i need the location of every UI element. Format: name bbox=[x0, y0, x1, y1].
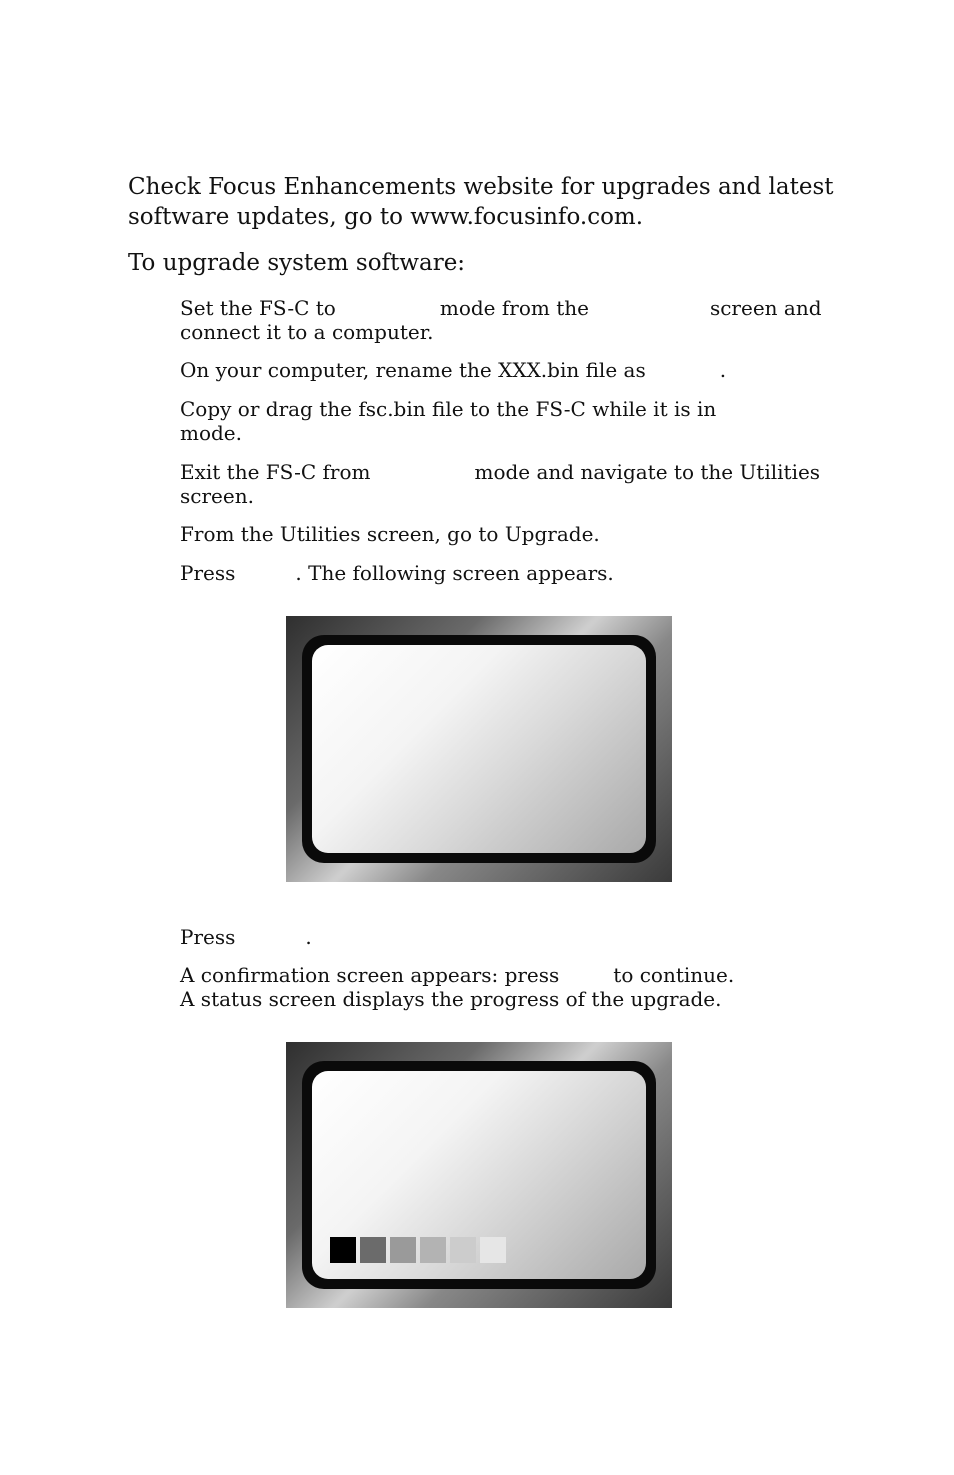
step-3-text-b: mode. bbox=[180, 421, 243, 445]
screen-bezel bbox=[302, 635, 656, 863]
upgrade-progress-bar bbox=[330, 1237, 506, 1263]
intro-line-1: Check Focus Enhancements website for upgrades and latest bbox=[128, 174, 834, 200]
step-8 bbox=[180, 963, 850, 1011]
screen-display bbox=[312, 645, 646, 853]
step-2-text-b: . bbox=[719, 358, 727, 382]
step-5-text-a: From the Utilities screen, go to Upgrade. bbox=[180, 522, 600, 546]
step-6 bbox=[180, 561, 850, 585]
step-4-text-c: screen. bbox=[180, 484, 254, 508]
progress-block bbox=[330, 1237, 356, 1263]
intro-line-2: software updates, go to www.focusinfo.com. bbox=[128, 204, 644, 230]
step-6-text-b: . The following screen appears. bbox=[295, 561, 614, 585]
upgrade-status-screen-image bbox=[286, 1042, 672, 1308]
step-3-text-a: Copy or drag the fsc.bin file to the FS-C while it is in bbox=[180, 397, 717, 421]
step-3 bbox=[180, 397, 850, 445]
step-1-text-a: Set the FS-C to bbox=[180, 296, 336, 320]
intro-paragraph bbox=[128, 172, 848, 232]
device-screen-image bbox=[286, 616, 672, 882]
step-8-text-b: to continue. bbox=[613, 963, 735, 987]
step-1 bbox=[180, 296, 850, 344]
step-4-text-a: Exit the FS-C from bbox=[180, 460, 371, 484]
step-7-text-a: Press bbox=[180, 925, 236, 949]
progress-block bbox=[360, 1237, 386, 1263]
step-7-text-b: . bbox=[305, 925, 312, 949]
progress-block bbox=[480, 1237, 506, 1263]
step-8-text-a: A confirmation screen appears: press bbox=[180, 963, 560, 987]
progress-block bbox=[390, 1237, 416, 1263]
step-4-text-b: mode and navigate to the Utilities bbox=[474, 460, 821, 484]
procedure-lead: To upgrade system software: bbox=[128, 250, 466, 276]
step-7 bbox=[180, 925, 850, 949]
step-8-text-c: A status screen displays the progress of the upgrade. bbox=[180, 987, 722, 1011]
screen-bezel bbox=[302, 1061, 656, 1289]
step-2-text-a: On your computer, rename the XXX.bin file as bbox=[180, 358, 646, 382]
step-1-text-b: mode from the bbox=[439, 296, 589, 320]
step-6-text-a: Press bbox=[180, 561, 236, 585]
step-1-text-c: screen and bbox=[709, 296, 822, 320]
step-2 bbox=[180, 358, 850, 382]
step-1-text-d: connect it to a computer. bbox=[180, 320, 434, 344]
screen-display bbox=[312, 1071, 646, 1279]
progress-block bbox=[420, 1237, 446, 1263]
progress-block bbox=[450, 1237, 476, 1263]
step-5 bbox=[180, 522, 850, 546]
step-4 bbox=[180, 460, 850, 508]
